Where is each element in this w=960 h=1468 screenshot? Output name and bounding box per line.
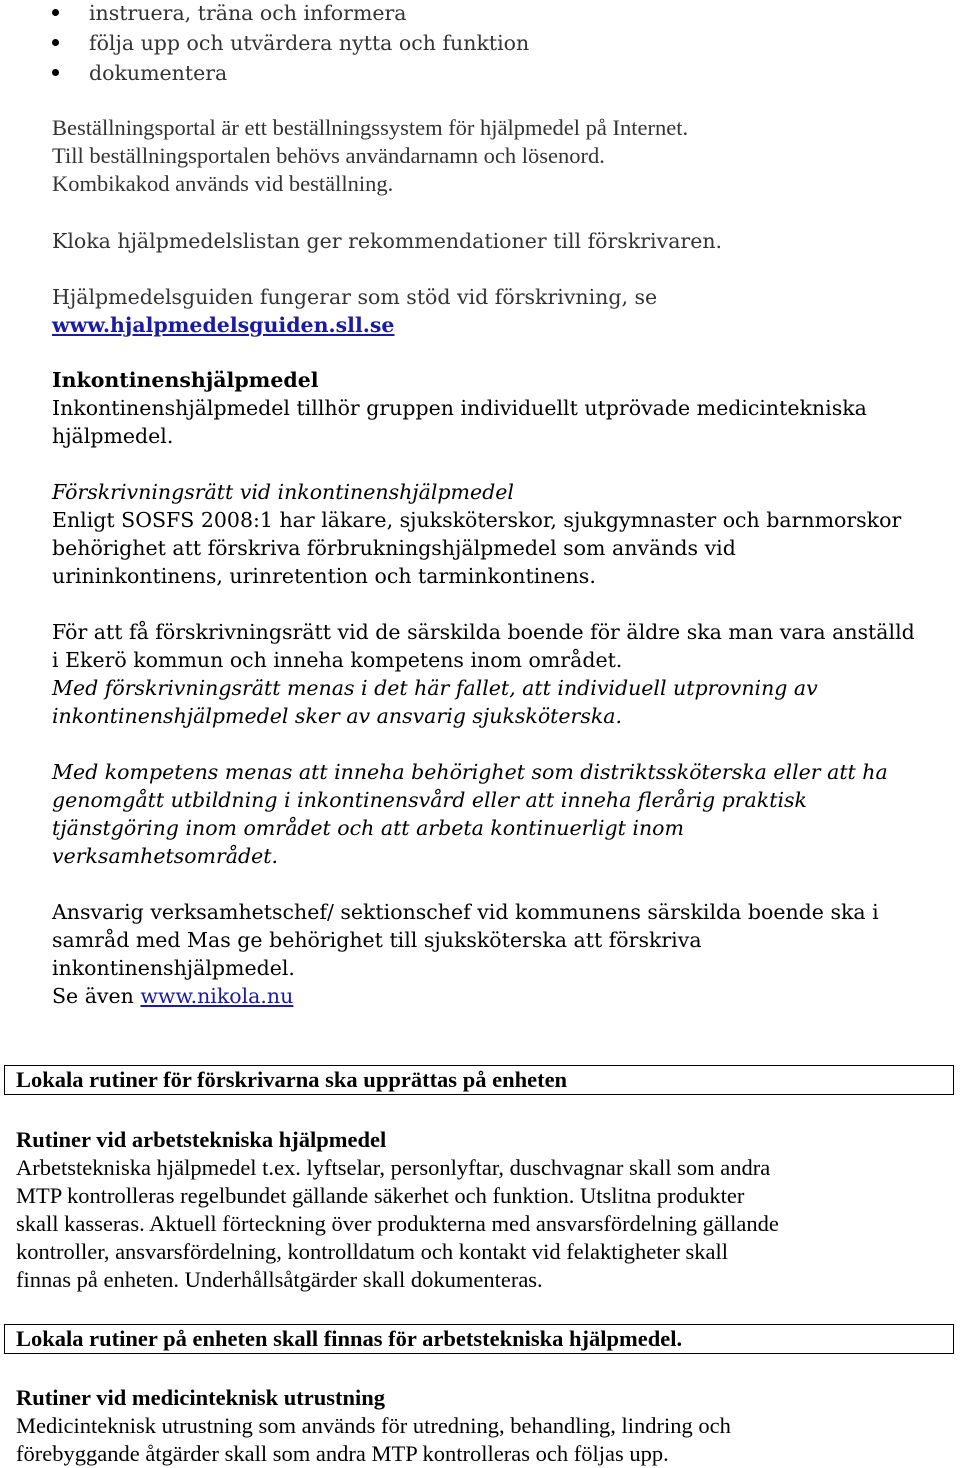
guiden-link[interactable]: www.hjalpmedelsguiden.sll.se — [52, 313, 395, 337]
ekero-paragraph — [52, 618, 915, 730]
text-line: Ansvarig verksamhetschef/ sektionschef vid kommunens särskilda boende ska i — [52, 900, 879, 924]
text-line: Hjälpmedelsguiden fungerar som stöd vid förskrivning, se — [52, 285, 658, 309]
text-line: hjälpmedel. — [52, 424, 174, 448]
text-line: tjänstgöring inom området och att arbeta kontinuerligt inom — [52, 816, 684, 840]
list-item: instruera, träna och informera — [52, 0, 529, 28]
text-line: i Ekerö kommun och inneha kompetens inom området. — [52, 648, 623, 672]
text-line: Till beställningsportalen behövs användarnamn och lösenord. — [52, 143, 605, 168]
text-line: behörighet att förskriva förbrukningshjälpmedel som används vid — [52, 536, 736, 560]
rights-section — [52, 478, 901, 590]
text-line: finnas på enheten. Underhållsåtgärder skall dokumenteras. — [16, 1267, 543, 1292]
text-line: Beställningsportal är ett beställningssystem för hjälpmedel på Internet. — [52, 115, 689, 140]
text-line: Arbetstekniska hjälpmedel t.ex. lyftselar, personlyftar, duschvagnar skall som andra — [16, 1155, 771, 1180]
text-line: verksamhetsområdet. — [52, 844, 279, 868]
text-line: samråd med Mas ge behörighet till sjuksköterska att förskriva — [52, 928, 702, 952]
nikola-link[interactable]: www.nikola.nu — [140, 984, 294, 1008]
text-line: inkontinenshjälpmedel sker av ansvarig sjuksköterska. — [52, 704, 623, 728]
list-item: följa upp och utvärdera nytta och funktion — [52, 28, 529, 58]
text-line: Enligt SOSFS 2008:1 har läkare, sjuksköterskor, sjukgymnaster och barnmorskor — [52, 508, 902, 532]
responsible-paragraph — [52, 898, 879, 1010]
text-line: urininkontinens, urinretention och tarminkontinens. — [52, 564, 596, 588]
section-heading: Rutiner vid medicinteknisk utrustning — [16, 1385, 386, 1410]
text-line: Med kompetens menas att inneha behörighet som distriktssköterska eller att ha — [52, 760, 888, 784]
box-notice-workaids: Lokala rutiner på enheten skall finnas för arbetstekniska hjälpmedel. — [4, 1324, 954, 1354]
kloka-paragraph: Kloka hjälpmedelslistan ger rekommendationer till förskrivaren. — [52, 229, 723, 253]
competence-paragraph — [52, 758, 888, 870]
text-line: MTP kontrolleras regelbundet gällande säkerhet och funktion. Utslitna produkter — [16, 1183, 745, 1208]
text-line: inkontinenshjälpmedel. — [52, 956, 295, 980]
see-also-label: Se även — [52, 984, 134, 1008]
text-line: Medicinteknisk utrustning som används för utredning, behandling, lindring och — [16, 1413, 731, 1438]
text-line: genomgått utbildning i inkontinensvård eller att inneha flerårig praktisk — [52, 788, 807, 812]
text-line: kontroller, ansvarsfördelning, kontrolldatum och kontakt vid felaktigheter skall — [16, 1239, 729, 1264]
bullet-list — [52, 0, 529, 88]
guiden-paragraph — [52, 283, 657, 339]
section-heading: Inkontinenshjälpmedel — [52, 368, 319, 392]
section-heading: Förskrivningsrätt vid inkontinenshjälpmedel — [52, 480, 514, 504]
section-heading: Rutiner vid arbetstekniska hjälpmedel — [16, 1127, 387, 1152]
inkontinens-section — [52, 366, 867, 450]
text-line: För att få förskrivningsrätt vid de särskilda boende för äldre ska man vara anställd — [52, 620, 915, 644]
portal-paragraph — [52, 114, 688, 198]
see-also-line — [52, 982, 879, 1010]
text-line: förebyggande åtgärder skall som andra MTP kontrolleras och följas upp. — [16, 1441, 669, 1466]
text-line: skall kasseras. Aktuell förteckning över produkterna med ansvarsfördelning gällande — [16, 1211, 779, 1236]
medtek-section — [16, 1384, 731, 1468]
arbets-section — [16, 1126, 779, 1294]
box-notice-prescribers: Lokala rutiner för förskrivarna ska upprättas på enheten — [4, 1065, 954, 1095]
text-line: Inkontinenshjälpmedel tillhör gruppen individuellt utprövade medicintekniska — [52, 396, 867, 420]
text-line: Med förskrivningsrätt menas i det här fallet, att individuell utprovning av — [52, 676, 818, 700]
text-line: Kombikakod används vid beställning. — [52, 171, 394, 196]
list-item: dokumentera — [52, 58, 529, 88]
